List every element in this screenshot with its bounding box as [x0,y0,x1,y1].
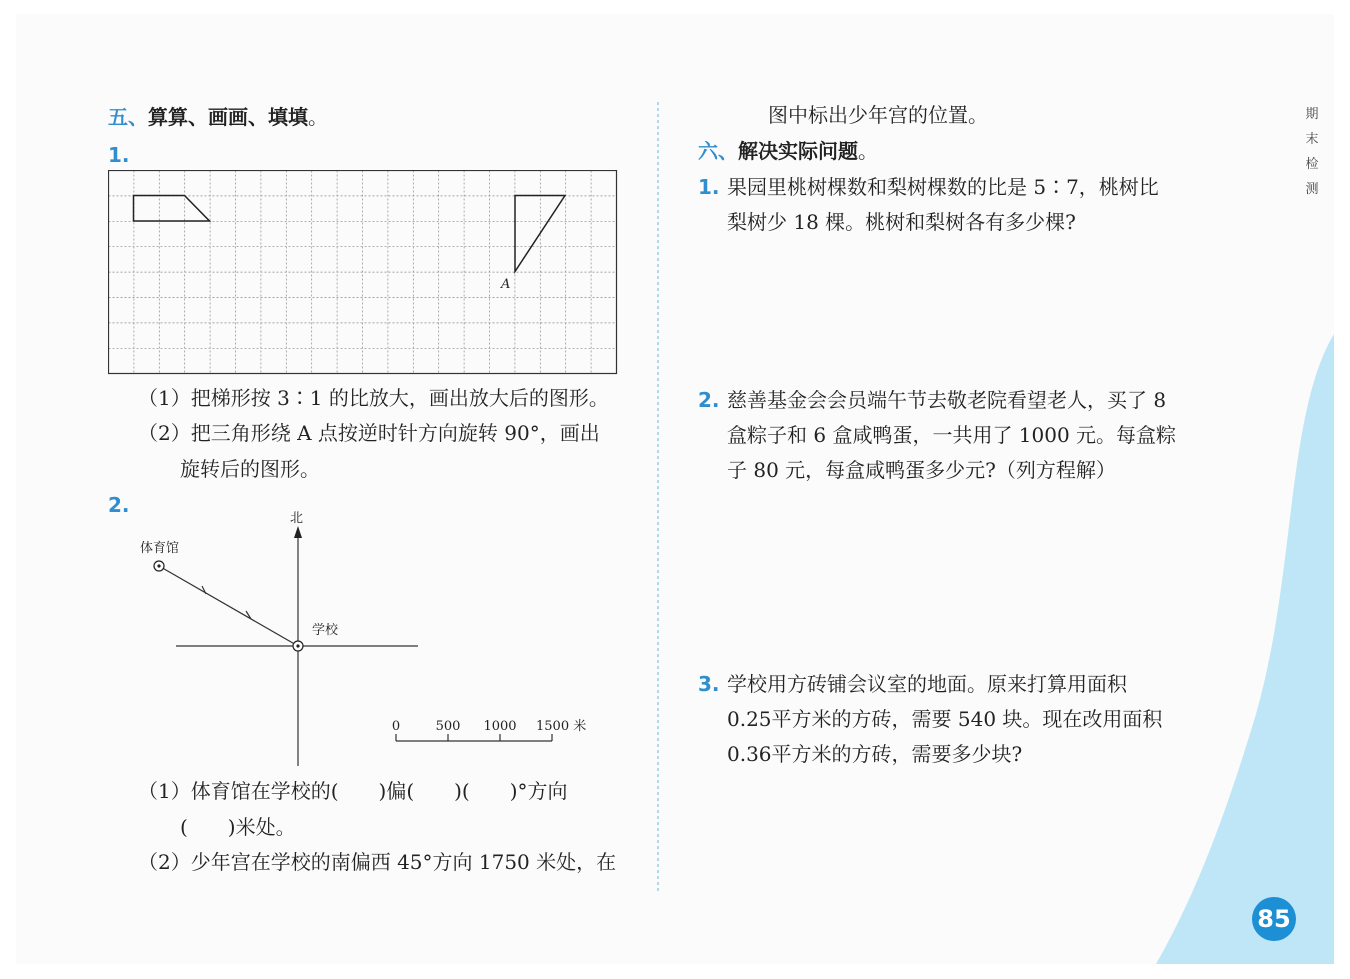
trapezoid-shape [134,196,210,222]
q2-part1-line1: （1）体育馆在学校的( )偏( )( )°方向 [138,779,568,803]
drawing-grid [108,170,618,376]
gym-direction-line [159,566,298,646]
p2-line3: 子 80 元，每盒咸鸭蛋多少元?（列方程解） [727,458,1116,482]
side-char: 测 [1305,182,1319,197]
north-arrow-icon [294,526,302,538]
p3-number: 3. [698,672,720,696]
section5-end: 。 [308,105,328,129]
side-char: 检 [1305,157,1319,172]
scale-bar [392,718,586,741]
tick-mark [202,586,206,594]
side-char: 末 [1305,132,1319,147]
direction-map [126,504,606,779]
q2-part1-line2: ( )米处。 [180,815,296,839]
q2-number: 2. [108,493,130,517]
q1-part2-line2: 旋转后的图形。 [180,457,320,481]
p3-line3: 0.36平方米的方砖，需要多少块? [727,742,1023,766]
section5-heading [108,105,328,129]
q2-part2-line1: （2）少年宫在学校的南偏西 45°方向 1750 米处，在 [138,850,617,874]
section6-end: 。 [858,139,878,163]
side-label [1300,102,1324,202]
p2-line2: 盒粽子和 6 盒咸鸭蛋，一共用了 1000 元。每盒粽 [727,423,1177,447]
section6-title: 解决实际问题 [738,139,858,163]
section6-number: 六、 [698,139,738,163]
p2-line1: 慈善基金会会员端午节去敬老院看望老人，买了 8 [727,388,1167,412]
p1-number: 1. [698,175,720,199]
scale-label: 1000 [483,719,517,734]
scale-label: 500 [435,719,461,734]
q1-part2-line1: （2）把三角形绕 A 点按逆时针方向旋转 90°，画出 [138,421,600,445]
q1-part1: （1）把梯形按 3∶1 的比放大，画出放大后的图形。 [138,386,609,410]
scale-label: 0 [391,719,401,734]
section6-heading [698,139,878,163]
continued-line: 图中标出少年宫的位置。 [768,103,988,127]
p3-line2: 0.25平方米的方砖，需要 540 块。现在改用面积 [727,707,1163,731]
p3-line1: 学校用方砖铺会议室的地面。原来打算用面积 [727,672,1127,696]
workbook-page [16,14,1334,964]
grid-lines [109,171,617,374]
column-divider [653,102,663,902]
p1-line1: 果园里桃树棵数和梨树棵数的比是 5∶7，桃树比 [727,175,1159,199]
point-a-label: A [501,277,511,292]
p2-number: 2. [698,388,720,412]
north-label: 北 [290,511,304,526]
side-char: 期 [1305,107,1319,122]
section5-title: 算算、画画、填填 [148,105,308,129]
p1-line2: 梨树少 18 棵。桃树和梨树各有多少棵? [727,210,1076,234]
page-number-badge: 85 [1252,897,1296,941]
section5-number: 五、 [108,105,148,129]
q1-number: 1. [108,143,130,167]
gym-label: 体育馆 [140,541,180,556]
school-label: 学校 [312,623,339,638]
scale-label: 1500 米 [536,719,587,734]
